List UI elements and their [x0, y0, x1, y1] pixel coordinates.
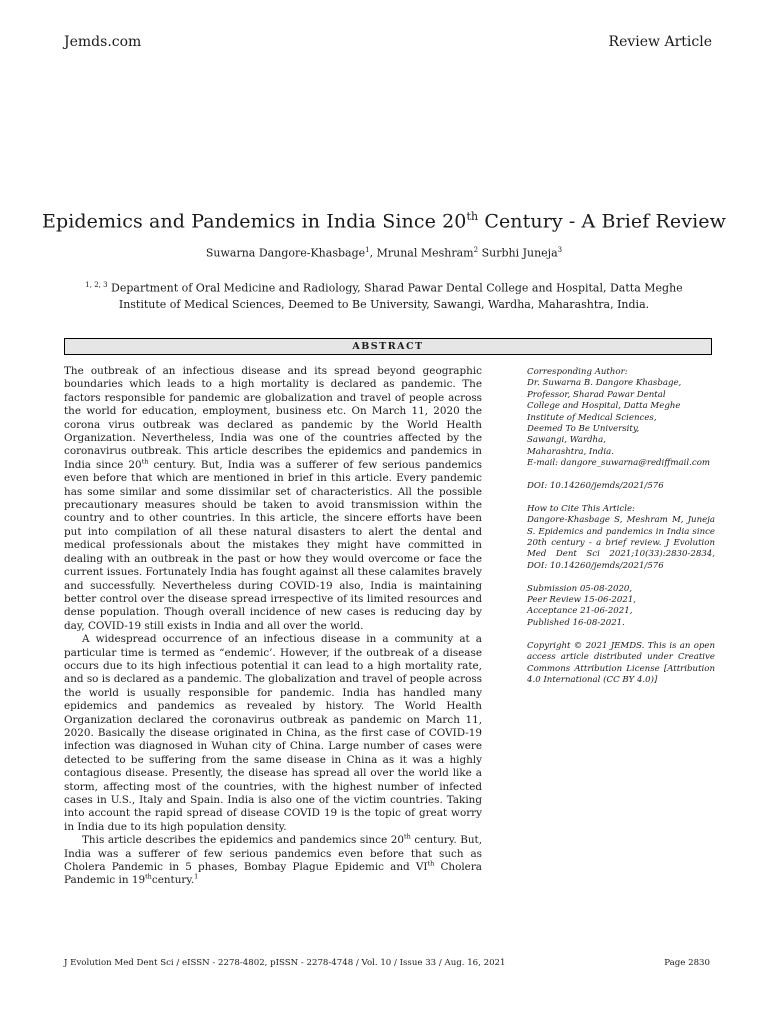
author-3-affil: 3: [557, 246, 563, 254]
corresponding-line: Professor, Sharad Pawar Dental: [527, 389, 666, 400]
abstract-paragraph-3: [64, 834, 482, 888]
title-text-rest: Century - A Brief Review: [478, 210, 726, 233]
paragraph-text: century.: [151, 874, 195, 887]
author-2: Mrunal Meshram: [376, 246, 474, 260]
author-sep: ,: [369, 246, 377, 260]
reference-marker[interactable]: 1: [194, 872, 199, 881]
abstract-body: [64, 365, 482, 888]
submission-date: Submission 05-08-2020,: [527, 583, 633, 594]
journal-site: Jemds.com: [64, 34, 142, 50]
corresponding-line: Dr. Suwarna B. Dangore Khasbage,: [527, 378, 682, 389]
author-list: [40, 246, 728, 260]
affiliation-line-1: Department of Oral Medicine and Radiology, Sharad Pawar Dental College and Hospital, Datta Meghe: [107, 281, 683, 295]
published-date: Published 16-08-2021.: [527, 617, 625, 628]
article-sidebar: [527, 367, 715, 698]
publication-dates: [527, 584, 715, 630]
affiliation-line-2: Institute of Medical Sciences, Deemed to Be University, Sawangi, Wardha, Maharashtra, India.: [118, 297, 650, 311]
how-to-cite: [527, 504, 715, 572]
author-1-affil: 1: [365, 246, 370, 254]
corresponding-line: Institute of Medical Sciences,: [527, 412, 657, 423]
title-text: Epidemics and Pandemics in India Since 20: [42, 210, 467, 233]
article-title: [40, 210, 728, 232]
corresponding-line: Sawangi, Wardha,: [527, 435, 606, 446]
corresponding-email[interactable]: E-mail: dangore_suwarna@rediffmail.com: [527, 458, 711, 469]
paragraph-text: The outbreak of an infectious disease and its spread beyond geographic boundaries which leads to a high mortality is declared as pandemic. The factors responsible for pandemic are globalization and travel of people across the world for education, employment, business etc. On March 11, 2020 the corona virus outbreak was declared as pandemic by the World Health Organization. Nevertheless, India was one of the countries affected by the coronavirus outbreak. This article describes the epidemics and pandemics in India since 20: [64, 365, 482, 471]
paragraph-text: century. But, India was a sufferer of few serious pandemics even before that such as Cholera Pandemic in 5 phases, Bombay Plague Epidemic and VI: [64, 834, 482, 874]
author-2-affil: 2: [473, 246, 479, 254]
affiliation: [60, 277, 708, 313]
corresponding-heading: Corresponding Author:: [527, 367, 628, 377]
paragraph-text: century. But, India was a sufferer of few serious pandemics even before that which are mentioned in brief in this article. Every pandemic has some similar and some dissimilar set of characteristics. All the possible precautionary measures should be taken to avoid transmission within the country and to other countries. In this article, the sincere efforts have been put into compilation of all these natural disasters to alert the dental and medical professionals about the mistakes they might have committed in dealing with an outbreak in the past or how they would overcome or face the current issues. Fortunately India has fought against all these calamites bravely and successfully. Nevertheless during COVID-19 also, India is maintaining better control over the disease spread irrespective of its limited resources and dense population. Though overall incidence of new cases is reducing day by day, COVID-19 still exists in India and all over the world.: [64, 458, 482, 632]
article-type: Review Article: [608, 34, 712, 50]
title-superscript: th: [466, 210, 479, 223]
abstract-heading: ABSTRACT: [64, 338, 712, 355]
abstract-paragraph-2: A widespread occurrence of an infectious disease in a community at a particular time is termed as “endemic’. However, if the outbreak of a disease occurs due to its high infectious potential it can lead to a high mortality rate, and so is declared as a pandemic. The globalization and travel of people across the world is usually responsible for pandemic. India has handled many epidemics and pandemics as revealed by history. The World Health Organization declared the coronavirus outbreak as pandemic on March 11, 2020. Basically the disease originated in China, as the first case of COVID-19 infection was diagnosed in Wuhan city of China. Large number of cases were detected to be suffering from the same disease in China as it was a highly contagious disease. Presently, the disease has spread all over the world like a storm, affecting most of the countries, with the highest number of infected cases in U.S., Italy and Spain. India is also one of the victim countries. Taking into account the rapid spread of disease COVID 19 is the topic of great worry in India due to its high population density.: [64, 633, 482, 833]
peer-review-date: Peer Review 15-06-2021,: [527, 595, 637, 606]
abstract-paragraph-1: [64, 365, 482, 633]
paragraph-text: Cholera Pandemic in 19: [64, 861, 482, 887]
copyright-notice: Copyright © 2021 JEMDS. This is an open access article distributed under Creative Commons Attribution License [Attribution 4.0 International (CC BY 4.0)]: [527, 640, 715, 685]
superscript: th: [141, 457, 149, 466]
superscript: th: [404, 832, 411, 841]
cite-heading: How to Cite This Article:: [527, 503, 635, 514]
corresponding-line: Maharashtra, India.: [527, 446, 614, 457]
superscript: th: [145, 872, 152, 881]
acceptance-date: Acceptance 21-06-2021,: [527, 606, 633, 617]
affiliation-superscript: 1, 2, 3: [85, 281, 108, 289]
superscript: th: [427, 859, 435, 868]
corresponding-author: [527, 367, 715, 470]
author-3: Surbhi Juneja: [481, 246, 558, 260]
author-1: Suwarna Dangore-Khasbage: [205, 246, 366, 260]
footer-citation: J Evolution Med Dent Sci / eISSN - 2278-4802, pISSN - 2278-4748 / Vol. 10 / Issue 33 / Aug. 16, 2021: [64, 958, 506, 968]
corresponding-line: Deemed To Be University,: [527, 424, 640, 435]
cite-text: Dangore-Khasbage S, Meshram M, Juneja S. Epidemics and pandemics in India since 20th century - a brief review. J Evolution Med Dent Sci 2021;10(33):2830-2834, DOI: 10.14260/jemds/2021/576: [527, 515, 715, 571]
paragraph-text: This article describes the epidemics and pandemics since 20: [82, 834, 404, 847]
doi[interactable]: DOI: 10.14260/jemds/2021/576: [527, 481, 664, 492]
page-number: Page 2830: [664, 958, 710, 968]
corresponding-line: College and Hospital, Datta Meghe: [527, 401, 681, 412]
